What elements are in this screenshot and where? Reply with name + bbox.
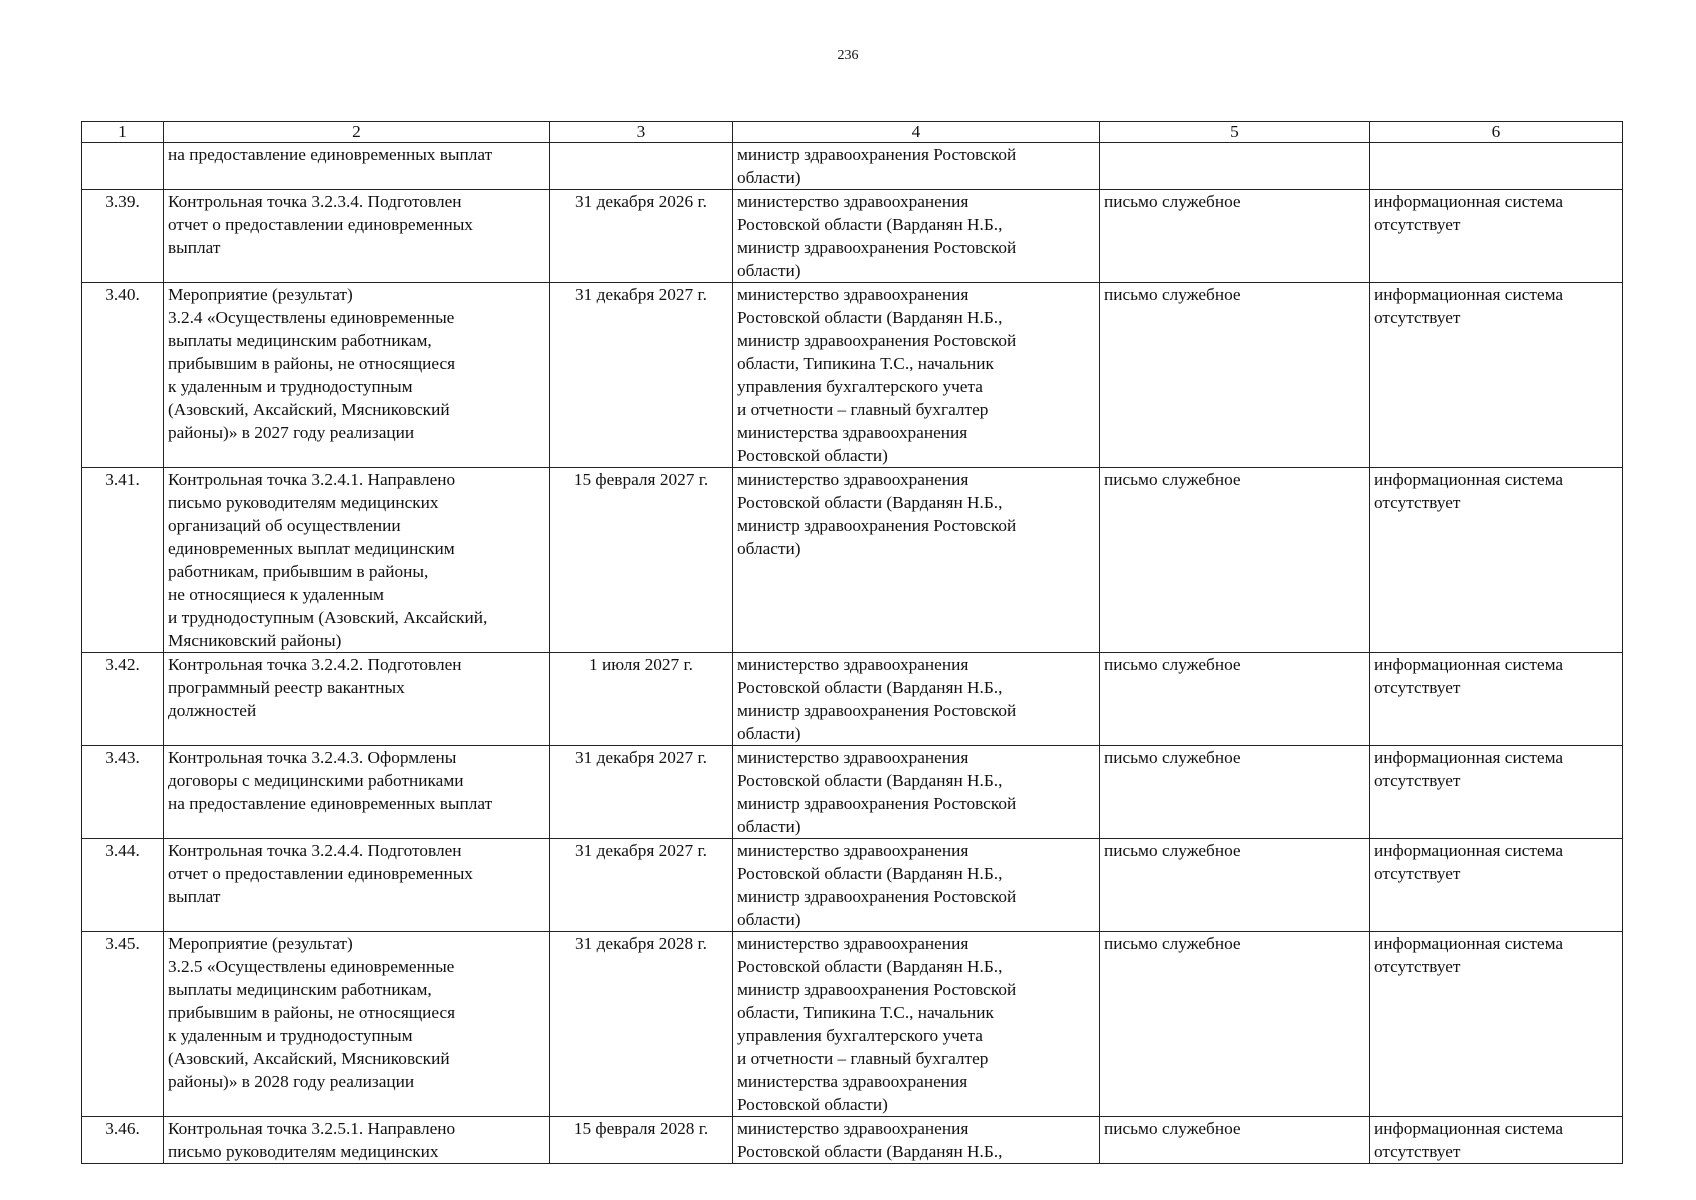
cell-line: на предоставление единовременных выплат [168,145,493,164]
cell-line: министерство здравоохранения [737,192,969,211]
cell-text: письмо служебное [1104,470,1241,489]
cell-line: и отчетности – главный бухгалтер [737,1049,989,1068]
cell-line: отсутствует [1374,864,1461,883]
cell-line: Мероприятие (результат) [168,285,353,304]
cell-line: министр здравоохранения Ростовской [737,887,1017,906]
cell-line: отчет о предоставлении единовременных [168,864,473,883]
cell-line: Ростовской области) [737,1095,888,1114]
cell-line: отсутствует [1374,678,1461,697]
cell-line: работникам, прибывшим в районы, [168,562,429,581]
row-number-cell [82,653,164,746]
cell-line: министр здравоохранения Ростовской [737,516,1017,535]
cell-line: организаций об осуществлении [168,516,401,535]
deadline-cell [550,746,733,839]
cell-line: Ростовской области (Варданян Н.Б., [737,1142,1003,1161]
description-cell [164,839,550,932]
cell-line: управления бухгалтерского учета [737,1026,983,1045]
info-system-cell [1370,653,1623,746]
cell-line: информационная система [1374,470,1564,489]
column-header: 5 [1100,122,1370,143]
info-system-cell [1370,283,1623,468]
document-type-cell [1100,190,1370,283]
column-header: 2 [164,122,550,143]
cell-line: министерство здравоохранения [737,470,969,489]
cell-line: единовременных выплат медицинским [168,539,455,558]
deadline-cell [550,653,733,746]
cell-text: 31 декабря 2026 г. [575,192,707,211]
row-number-cell [82,283,164,468]
responsible-cell [733,143,1100,190]
cell-line: министр здравоохранения Ростовской [737,980,1017,999]
cell-line: области) [737,168,801,187]
cell-line: Ростовской области (Варданян Н.Б., [737,493,1003,512]
deadline-cell [550,839,733,932]
responsible-cell [733,653,1100,746]
responsible-cell [733,190,1100,283]
cell-line: информационная система [1374,1119,1564,1138]
cell-line: отсутствует [1374,493,1461,512]
cell-line: Ростовской области (Варданян Н.Б., [737,678,1003,697]
document-type-cell [1100,283,1370,468]
cell-text: 3.43. [105,748,140,767]
cell-text: 31 декабря 2027 г. [575,841,707,860]
cell-line: отсутствует [1374,308,1461,327]
cell-line: и отчетности – главный бухгалтер [737,400,989,419]
cell-line: министр здравоохранения Ростовской [737,701,1017,720]
table-row [82,746,1623,839]
cell-line: (Азовский, Аксайский, Мясниковский [168,1049,450,1068]
cell-line: выплат [168,887,221,906]
table-row [82,932,1623,1117]
cell-line: информационная система [1374,655,1564,674]
cell-line: министр здравоохранения Ростовской [737,145,1017,164]
row-number-cell [82,1117,164,1164]
plan-table [81,121,1623,1164]
cell-text: 31 декабря 2027 г. [575,285,707,304]
cell-line: области) [737,910,801,929]
info-system-cell [1370,746,1623,839]
description-cell [164,468,550,653]
cell-line: 3.2.5 «Осуществлены единовременные [168,957,455,976]
document-type-cell [1100,143,1370,190]
row-number-cell [82,468,164,653]
row-number-cell [82,746,164,839]
document-type-cell [1100,1117,1370,1164]
cell-text: 15 февраля 2028 г. [573,1119,709,1138]
cell-line: Контрольная точка 3.2.4.3. Оформлены [168,748,457,767]
cell-line: отсутствует [1374,215,1461,234]
cell-line: отсутствует [1374,957,1461,976]
cell-line: программный реестр вакантных [168,678,405,697]
cell-text: письмо служебное [1104,192,1241,211]
cell-line: к удаленным и труднодоступным [168,377,413,396]
responsible-cell [733,746,1100,839]
responsible-cell [733,1117,1100,1164]
info-system-cell [1370,468,1623,653]
cell-line: на предоставление единовременных выплат [168,794,493,813]
description-cell [164,190,550,283]
cell-line: управления бухгалтерского учета [737,377,983,396]
table-row [82,283,1623,468]
cell-line: Контрольная точка 3.2.4.4. Подготовлен [168,841,462,860]
cell-line: информационная система [1374,748,1564,767]
cell-text: 1 июля 2027 г. [589,655,693,674]
row-number-cell [82,932,164,1117]
cell-line: области) [737,539,801,558]
cell-line: министерство здравоохранения [737,285,969,304]
cell-text: 3.46. [105,1119,140,1138]
cell-line: информационная система [1374,285,1564,304]
cell-text: 3.45. [105,934,140,953]
document-type-cell [1100,746,1370,839]
cell-line: области) [737,817,801,836]
responsible-cell [733,468,1100,653]
cell-line: Ростовской области (Варданян Н.Б., [737,215,1003,234]
cell-line: Ростовской области (Варданян Н.Б., [737,957,1003,976]
cell-line: письмо руководителям медицинских [168,493,439,512]
responsible-cell [733,932,1100,1117]
info-system-cell [1370,1117,1623,1164]
table-row [82,839,1623,932]
cell-line: письмо руководителям медицинских [168,1142,439,1161]
cell-line: Контрольная точка 3.2.4.1. Направлено [168,470,456,489]
column-header: 1 [82,122,164,143]
cell-line: министерства здравоохранения [737,1072,968,1091]
row-number-cell [82,839,164,932]
cell-line: Ростовской области (Варданян Н.Б., [737,308,1003,327]
cell-line: информационная система [1374,934,1564,953]
cell-line: прибывшим в районы, не относящиеся [168,1003,456,1022]
cell-line: договоры с медицинскими работниками [168,771,464,790]
cell-line: Мясниковский районы) [168,631,342,650]
cell-line: и труднодоступным (Азовский, Аксайский, [168,608,488,627]
cell-line: к удаленным и труднодоступным [168,1026,413,1045]
document-type-cell [1100,468,1370,653]
deadline-cell [550,190,733,283]
cell-text: письмо служебное [1104,1119,1241,1138]
cell-line: не относящиеся к удаленным [168,585,384,604]
column-header: 4 [733,122,1100,143]
deadline-cell [550,283,733,468]
responsible-cell [733,283,1100,468]
cell-line: 3.2.4 «Осуществлены единовременные [168,308,455,327]
cell-text: 3.42. [105,655,140,674]
cell-line: Ростовской области) [737,446,888,465]
cell-line: Контрольная точка 3.2.4.2. Подготовлен [168,655,462,674]
cell-line: Контрольная точка 3.2.3.4. Подготовлен [168,192,462,211]
cell-line: районы)» в 2028 году реализации [168,1072,415,1091]
cell-text: 31 декабря 2027 г. [575,748,707,767]
cell-line: информационная система [1374,841,1564,860]
cell-line: отчет о предоставлении единовременных [168,215,473,234]
cell-text: 31 декабря 2028 г. [575,934,707,953]
table-row [82,1117,1623,1164]
column-header: 3 [550,122,733,143]
cell-line: прибывшим в районы, не относящиеся [168,354,456,373]
table-row [82,468,1623,653]
cell-text: письмо служебное [1104,934,1241,953]
cell-line: выплаты медицинским работникам, [168,331,432,350]
cell-line: Мероприятие (результат) [168,934,353,953]
document-type-cell [1100,653,1370,746]
cell-line: районы)» в 2027 году реализации [168,423,415,442]
cell-text: письмо служебное [1104,841,1241,860]
cell-line: отсутствует [1374,771,1461,790]
cell-line: области) [737,261,801,280]
description-cell [164,283,550,468]
cell-line: министр здравоохранения Ростовской [737,238,1017,257]
info-system-cell [1370,143,1623,190]
document-type-cell [1100,839,1370,932]
deadline-cell [550,1117,733,1164]
cell-text: 3.39. [105,192,140,211]
row-number-cell [82,190,164,283]
cell-line: выплат [168,238,221,257]
cell-line: министерство здравоохранения [737,1119,969,1138]
page-number: 236 [837,48,859,63]
table-row [82,143,1623,190]
cell-line: министерство здравоохранения [737,841,969,860]
cell-line: Ростовской области (Варданян Н.Б., [737,771,1003,790]
cell-line: должностей [168,701,257,720]
cell-line: области, Типикина Т.С., начальник [737,354,994,373]
cell-text: 3.40. [105,285,140,304]
deadline-cell [550,468,733,653]
description-cell [164,932,550,1117]
column-number-row [82,122,1623,143]
column-header: 6 [1370,122,1623,143]
description-cell [164,746,550,839]
cell-line: Контрольная точка 3.2.5.1. Направлено [168,1119,456,1138]
info-system-cell [1370,839,1623,932]
responsible-cell [733,839,1100,932]
cell-line: отсутствует [1374,1142,1461,1161]
table-row [82,190,1623,283]
row-number-cell [82,143,164,190]
deadline-cell [550,932,733,1117]
cell-text: письмо служебное [1104,655,1241,674]
description-cell [164,1117,550,1164]
deadline-cell [550,143,733,190]
cell-line: министр здравоохранения Ростовской [737,794,1017,813]
cell-text: 3.44. [105,841,140,860]
cell-line: министерство здравоохранения [737,748,969,767]
table-body [82,143,1623,1164]
cell-line: области) [737,724,801,743]
cell-line: министр здравоохранения Ростовской [737,331,1017,350]
cell-line: (Азовский, Аксайский, Мясниковский [168,400,450,419]
cell-line: Ростовской области (Варданян Н.Б., [737,864,1003,883]
cell-line: министерство здравоохранения [737,655,969,674]
info-system-cell [1370,190,1623,283]
info-system-cell [1370,932,1623,1117]
cell-text: письмо служебное [1104,748,1241,767]
cell-text: 15 февраля 2027 г. [573,470,709,489]
cell-line: министерства здравоохранения [737,423,968,442]
description-cell [164,653,550,746]
table-row [82,653,1623,746]
cell-text: 3.41. [105,470,140,489]
cell-line: министерство здравоохранения [737,934,969,953]
cell-line: области, Типикина Т.С., начальник [737,1003,994,1022]
cell-text: письмо служебное [1104,285,1241,304]
cell-line: выплаты медицинским работникам, [168,980,432,999]
document-type-cell [1100,932,1370,1117]
cell-line: информационная система [1374,192,1564,211]
description-cell [164,143,550,190]
